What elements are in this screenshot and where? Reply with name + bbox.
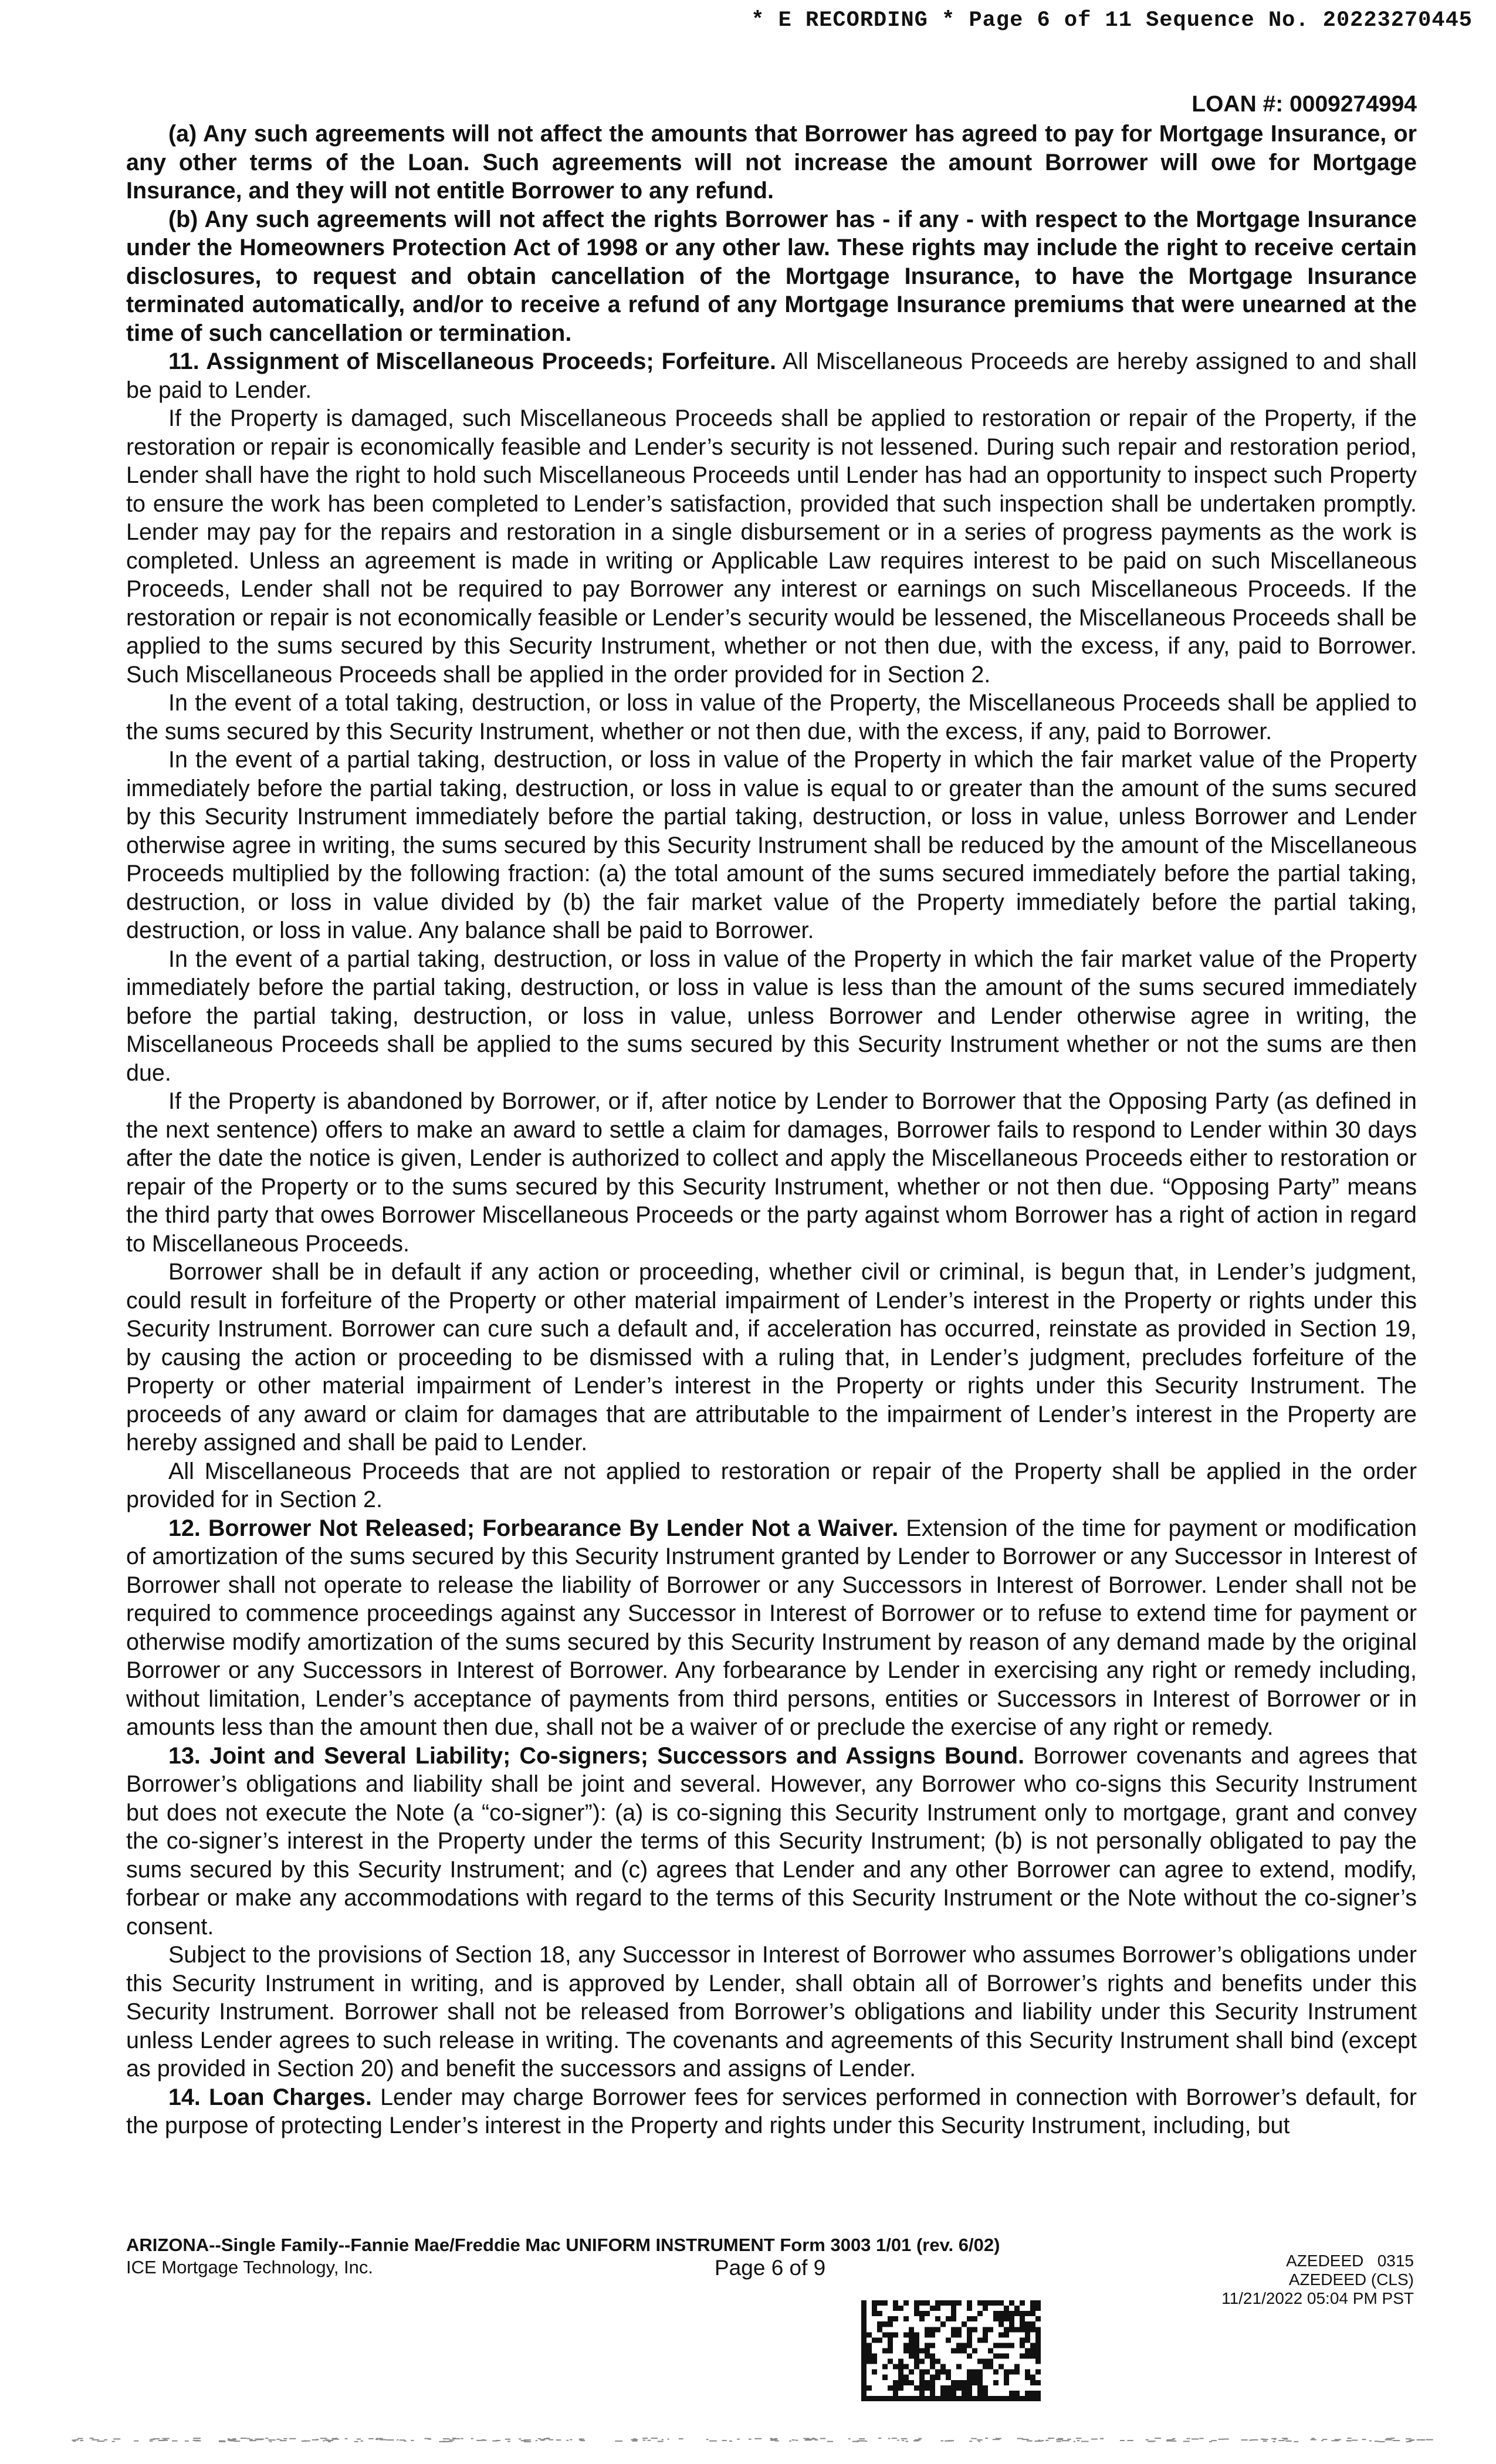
scan-noise-line	[0, 2436, 1496, 2443]
section-12-heading: 12. Borrower Not Released; Forbearance By Lender Not a Waiver.	[168, 1515, 899, 1541]
section-13	[126, 1742, 1417, 1941]
footer-form-info	[126, 2234, 1000, 2279]
section-11-paragraph: Borrower shall be in default if any action or proceeding, whether civil or criminal, is begun that, in Lender’s judgment, could result in forfeiture of the Property or other material impairment of Lender’s interest in the Property or rights under this Security Instrument. Borrower can cure such a default and, if acceleration has occurred, reinstate as provided in Section 19, by causing the action or proceeding to be dismissed with a ruling that, in Lender’s judgment, precludes forfeiture of the Property or other material impairment of Lender’s interest in the Property or rights under this Security Instrument. The proceeds of any award or claim for damages that are attributable to the impairment of Lender’s interest in the Property are hereby assigned and shall be paid to Lender.	[126, 1259, 1417, 1456]
footer-codes	[1221, 2252, 1414, 2308]
form-code: AZEDEED 0315	[1286, 2252, 1414, 2270]
section-12-text: Extension of the time for payment or modification of amortization of the sums secured by this Security Instrument granted by Lender to Borrower or any Successor in Interest of Borrower shall not operate to release the liability of Borrower or any Successors in Interest of Borrower. Lender shall not be required to commence proceedings against any Successor in Interest of Borrower or to refuse to extend time for payment or otherwise modify amortization of the sums secured by this Security Instrument by reason of any demand made by the original Borrower or any Successors in Interest of Borrower. Any forbearance by Lender in exercising any right or remedy including, without limitation, Lender’s acceptance of payments from third persons, entities or Successors in Interest of Borrower or in amounts less than the amount then due, shall not be a waiver of or preclude the exercise of any right or remedy.	[126, 1515, 1417, 1740]
page-number: Page 6 of 9	[715, 2256, 826, 2280]
section-11-paragraph: In the event of a total taking, destruction, or loss in value of the Property, the Miscellaneous Proceeds shall be applied to the sums secured by this Security Instrument, whether or not then due, with the excess, if any, paid to Borrower.	[126, 690, 1417, 744]
paragraph-b: (b) Any such agreements will not affect the rights Borrower has - if any - with respect to the Mortgage Insurance under the Homeowners Protection Act of 1998 or any other law. These rights may include the right to receive certain disclosures, to request and obtain cancellation of the Mortgage Insurance, to have the Mortgage Insurance terminated automatically, and/or to receive a refund of any Mortgage Insurance premiums that were unearned at the time of such cancellation or termination.	[126, 206, 1417, 346]
section-13-text: Borrower covenants and agrees that Borrower’s obligations and liability shall be joint and several. However, any Borrower who co-signs this Security Instrument but does not execute the Note (a “co-signer”): (a) is co-signing this Security Instrument only to mortgage, grant and convey the co-signer’s interest in the Property under the terms of this Security Instrument; (b) is not personally obligated to pay the sums secured by this Security Instrument; and (c) agrees that Lender and any other Borrower can agree to extend, modify, forbear or make any accommodations with regard to the terms of this Security Instrument or the Note without the co-signer’s consent.	[126, 1742, 1417, 1940]
section-13-heading: 13. Joint and Several Liability; Co-signers; Successors and Assigns Bound.	[168, 1742, 1025, 1769]
section-11	[126, 347, 1417, 404]
paragraph-a: (a) Any such agreements will not affect the amounts that Borrower has agreed to pay for Mortgage Insurance, or any other terms of the Loan. Such agreements will not increase the amount Borrower will owe for Mortgage Insurance, and they will not entitle Borrower to any refund.	[126, 121, 1417, 204]
section-12	[126, 1514, 1417, 1742]
document-body	[126, 120, 1417, 2140]
print-datetime: 11/21/2022 05:04 PM PST	[1221, 2289, 1414, 2307]
section-14	[126, 2083, 1417, 2140]
section-13-paragraph: Subject to the provisions of Section 18, any Successor in Interest of Borrower who assumes Borrower’s obligations under this Security Instrument in writing, and is approved by Lender, shall obtain all of Borrower’s rights and benefits under this Security Instrument. Borrower shall not be released from Borrower’s obligations and liability under this Security Instrument unless Lender agrees to such release in writing. The covenants and agreements of this Security Instrument shall bind (except as provided in Section 20) and benefit the successors and assigns of Lender.	[126, 1942, 1417, 2081]
section-11-paragraph: All Miscellaneous Proceeds that are not applied to restoration or repair of the Property shall be applied in the order provided for in Section 2.	[126, 1458, 1417, 1512]
2d-barcode-icon	[861, 2300, 1041, 2401]
section-11-text: All Miscellaneous Proceeds are hereby assigned to and shall be paid to Lender.	[126, 348, 1417, 403]
section-14-heading: 14. Loan Charges.	[168, 2084, 372, 2110]
form-code-cls: AZEDEED (CLS)	[1288, 2270, 1414, 2289]
section-11-heading: 11. Assignment of Miscellaneous Proceeds; Forfeiture.	[168, 348, 776, 374]
recording-stamp: * E RECORDING * Page 6 of 11 Sequence No. 20223270445	[751, 8, 1473, 33]
section-11-paragraph: In the event of a partial taking, destruction, or loss in value of the Property in which the fair market value of the Property immediately before the partial taking, destruction, or loss in value is less than the amount of the sums secured immediately before the partial taking, destruction, or loss in value, unless Borrower and Lender otherwise agree in writing, the Miscellaneous Proceeds shall be applied to the sums secured by this Security Instrument whether or not the sums are then due.	[126, 946, 1417, 1086]
form-line: ARIZONA--Single Family--Fannie Mae/Freddie Mac UNIFORM INSTRUMENT Form 3003 1/01 (rev. 6/02)	[126, 2235, 1000, 2255]
loan-number: LOAN #: 0009274994	[1192, 92, 1417, 117]
company-name: ICE Mortgage Technology, Inc.	[126, 2257, 374, 2277]
section-11-paragraph: If the Property is damaged, such Miscellaneous Proceeds shall be applied to restoration or repair of the Property, if the restoration or repair is economically feasible and Lender’s security is not lessened. During such repair and restoration period, Lender shall have the right to hold such Miscellaneous Proceeds until Lender has had an opportunity to inspect such Property to ensure the work has been completed to Lender’s satisfaction, provided that such inspection shall be undertaken promptly. Lender may pay for the repairs and restoration in a single disbursement or in a series of progress payments as the work is completed. Unless an agreement is made in writing or Applicable Law requires interest to be paid on such Miscellaneous Proceeds, Lender shall not be required to pay Borrower any interest or earnings on such Miscellaneous Proceeds. If the restoration or repair is not economically feasible or Lender’s security would be lessened, the Miscellaneous Proceeds shall be applied to the sums secured by this Security Instrument, whether or not then due, with the excess, if any, paid to Borrower. Such Miscellaneous Proceeds shall be applied in the order provided for in Section 2.	[126, 405, 1417, 688]
section-14-text: Lender may charge Borrower fees for services performed in connection with Borrower’s default, for the purpose of protecting Lender’s interest in the Property and rights under this Security Instrument, including, but	[126, 2084, 1417, 2138]
section-11-paragraph: In the event of a partial taking, destruction, or loss in value of the Property in which the fair market value of the Property immediately before the partial taking, destruction, or loss in value is equal to or greater than the amount of the sums secured by this Security Instrument immediately before the partial taking, destruction, or loss in value, unless Borrower and Lender otherwise agree in writing, the sums secured by this Security Instrument shall be reduced by the amount of the Miscellaneous Proceeds multiplied by the following fraction: (a) the total amount of the sums secured immediately before the partial taking, destruction, or loss in value divided by (b) the fair market value of the Property immediately before the partial taking, destruction, or loss in value. Any balance shall be paid to Borrower.	[126, 747, 1417, 943]
section-11-paragraph: If the Property is abandoned by Borrower, or if, after notice by Lender to Borrower that the Opposing Party (as defined in the next sentence) offers to make an award to settle a claim for damages, Borrower fails to respond to Lender within 30 days after the date the notice is given, Lender is authorized to collect and apply the Miscellaneous Proceeds either to restoration or repair of the Property or to the sums secured by this Security Instrument, whether or not then due. “Opposing Party” means the third party that owes Borrower Miscellaneous Proceeds or the party against whom Borrower has a right of action in regard to Miscellaneous Proceeds.	[126, 1088, 1417, 1257]
